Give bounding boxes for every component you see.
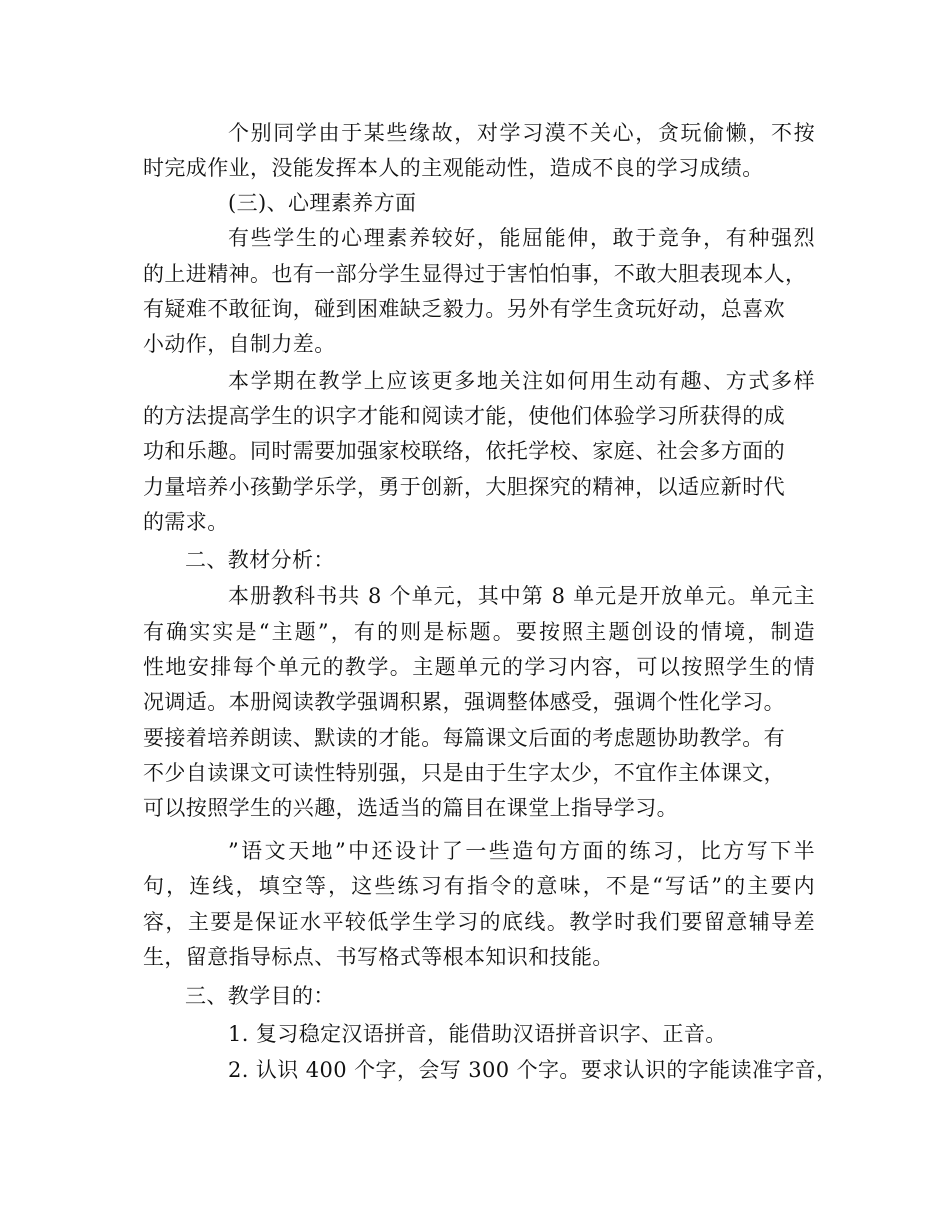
text-line: 况调适。本册阅读教学强调积累，强调整体感受，强调个性化学习。 (143, 690, 785, 714)
text-line: 可以按照学生的兴趣，选适当的篇目在课堂上指导学习。 (143, 796, 678, 820)
text-line: 的方法提高学生的识字才能和阅读才能，使他们体验学习所获得的成 (143, 404, 785, 428)
section-heading: 二、教材分析： (185, 548, 335, 572)
text-line: 要接着培养朗读、默读的才能。每篇课文后面的考虑题协助教学。有 (143, 726, 785, 750)
text-line: 容，主要是保证水平较低学生学习的底线。教学时我们要留意辅导差 (143, 910, 815, 934)
text-line: 功和乐趣。同时需要加强家校联络，依托学校、家庭、社会多方面的 (143, 439, 785, 463)
text-line: 有疑难不敢征询，碰到困难缺乏毅力。另外有学生贪玩好动，总喜欢 (143, 297, 785, 321)
section-heading: 三、教学目的： (185, 984, 335, 1008)
text-line: 的上进精神。也有一部分学生显得过于害怕怕事，不敢大胆表现本人， (143, 262, 807, 286)
list-item: 2. 认识 400 个字，会写 300 个字。要求认识的字能读准字音， (228, 1058, 838, 1082)
text-line: 时完成作业，没能发挥本人的主观能动性，造成不良的学习成绩。 (143, 156, 764, 180)
text-line: ”语文天地”中还设计了一些造句方面的练习，比方写下半 (228, 839, 815, 863)
text-line: 性地安排每个单元的教学。主题单元的学习内容，可以按照学生的情 (143, 655, 815, 679)
text-line: 小动作，自制力差。 (143, 332, 336, 356)
text-line: 有些学生的心理素养较好，能屈能伸，敢于竞争，有种强烈 (228, 226, 815, 250)
text-line: 的需求。 (143, 510, 229, 534)
text-line: 有确实实是“主题”，有的则是标题。要按照主题创设的情境，制造 (143, 620, 815, 644)
text-line: 本册教科书共 8 个单元，其中第 8 单元是开放单元。单元主 (228, 584, 815, 608)
text-line: 不少自读课文可读性特别强，只是由于生字太少，不宜作主体课文， (143, 761, 785, 785)
section-heading: (三)、心理素养方面 (228, 191, 417, 215)
text-line: 句，连线，填空等，这些练习有指令的意味，不是“写话”的主要内 (143, 874, 815, 898)
text-line: 生，留意指导标点、书写格式等根本知识和技能。 (143, 945, 614, 969)
text-line: 个别同学由于某些缘故，对学习漠不关心，贪玩偷懒，不按 (228, 121, 815, 145)
text-line: 本学期在教学上应该更多地关注如何用生动有趣、方式多样 (228, 369, 815, 393)
list-item: 1. 复习稳定汉语拼音，能借助汉语拼音识字、正音。 (228, 1022, 727, 1046)
text-line: 力量培养小孩勤学乐学，勇于创新，大胆探究的精神，以适应新时代 (143, 475, 785, 499)
